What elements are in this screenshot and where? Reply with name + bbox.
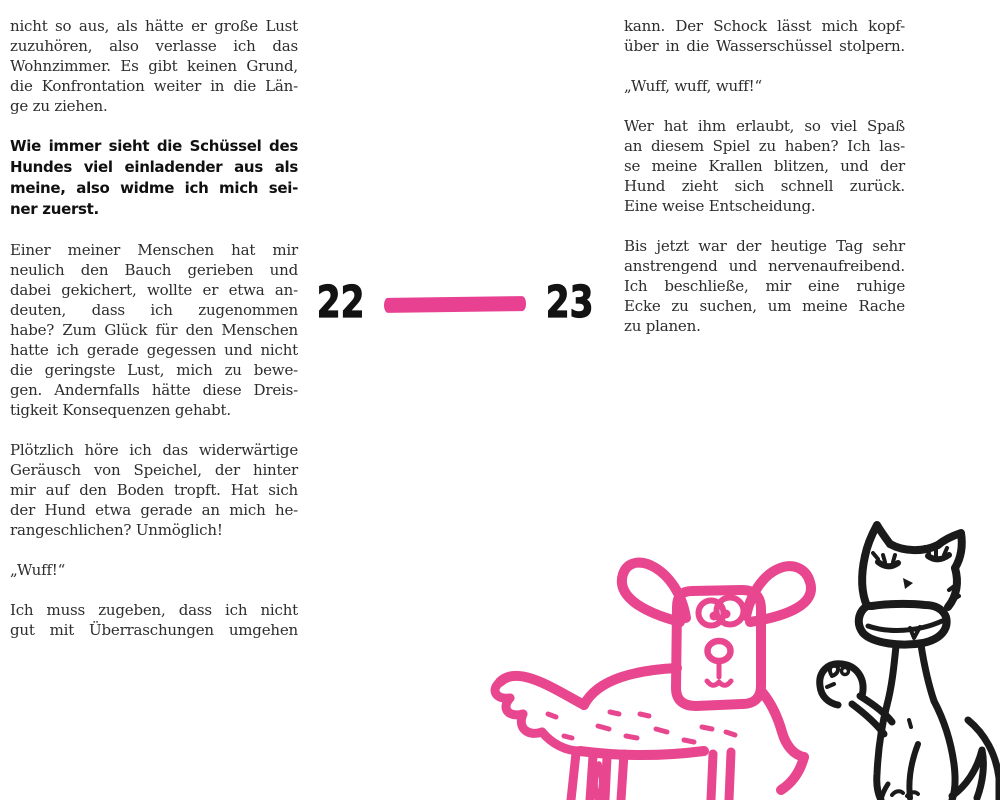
cat-illustration	[820, 525, 999, 800]
text-line: se meine Krallen blitzen, und der	[624, 157, 905, 175]
text-line: zu planen.	[624, 317, 701, 335]
text-line: „Wuff, wuff, wuff!“	[624, 77, 762, 95]
text-line: der Hund etwa gerade an mich he-	[10, 501, 298, 519]
text-line: an diesem Spiel zu haben? Ich las-	[624, 137, 905, 155]
text-line: die Konfrontation weiter in die Län-	[10, 77, 298, 95]
paragraph	[624, 16, 905, 56]
text-line: zuzuhören, also verlasse ich das	[10, 37, 298, 55]
text-line: ner zuerst.	[10, 200, 99, 218]
paragraph	[10, 440, 298, 540]
text-line: kann. Der Schock lässt mich kopf-	[624, 17, 905, 35]
text-line: Wohnzimmer. Es gibt keinen Grund,	[10, 57, 298, 75]
paragraph	[624, 76, 905, 96]
text-line: hatte ich gerade gegessen und nicht	[10, 341, 298, 359]
pagination	[310, 277, 600, 328]
page-number-left: 22	[316, 277, 365, 328]
text-line: Hundes viel einladender aus als	[10, 158, 298, 176]
page-brush-divider	[384, 296, 526, 313]
text-line: neulich den Bauch gerieben und	[10, 261, 298, 279]
text-line: Geräusch von Speichel, der hinter	[10, 461, 298, 479]
text-line: Bis jetzt war der heutige Tag sehr	[624, 237, 905, 255]
text-line: gut mit Überraschungen umgehen	[10, 621, 298, 639]
page-number-right: 23	[545, 277, 594, 328]
text-line: meine, also widme ich mich sei-	[10, 179, 298, 197]
dog-fur-dashes	[548, 712, 735, 742]
paragraph	[10, 600, 298, 640]
text-line: gen. Andernfalls hätte diese Dreis-	[10, 381, 298, 399]
text-line: Wie immer sieht die Schüssel des	[10, 137, 298, 155]
text-line: über in die Wasserschüssel stolpern.	[624, 37, 905, 55]
text-line: Einer meiner Menschen hat mir	[10, 241, 298, 259]
illustrations-canvas	[480, 500, 1000, 800]
text-line: habe? Zum Glück für den Menschen	[10, 321, 298, 339]
paragraph	[10, 560, 298, 580]
text-line: Eine weise Entscheidung.	[624, 197, 816, 215]
text-line: Wer hat ihm erlaubt, so viel Spaß	[624, 117, 905, 135]
text-line: die geringste Lust, mich zu bewe-	[10, 361, 298, 379]
paragraph	[10, 16, 298, 116]
text-line: rangeschlichen? Unmöglich!	[10, 521, 223, 539]
paragraph	[624, 116, 905, 216]
text-line: Ich beschließe, mir eine ruhige	[624, 277, 905, 295]
paragraph	[10, 136, 298, 220]
text-line: Plötzlich höre ich das widerwärtige	[10, 441, 298, 459]
text-line: nicht so aus, als hätte er große Lust	[10, 17, 298, 35]
left-page-text-column	[10, 16, 298, 660]
paragraph	[10, 240, 298, 420]
text-line: ge zu ziehen.	[10, 97, 108, 115]
text-line: Ich muss zugeben, dass ich nicht	[10, 601, 298, 619]
right-page-text-column	[624, 16, 905, 356]
text-line: „Wuff!“	[10, 561, 66, 579]
text-line: anstrengend und nervenaufreibend.	[624, 257, 905, 275]
text-line: mir auf den Boden tropft. Hat sich	[10, 481, 298, 499]
dog-illustration	[495, 563, 811, 800]
text-line: Hund zieht sich schnell zurück.	[624, 177, 905, 195]
text-line: tigkeit Konsequenzen gehabt.	[10, 401, 231, 419]
text-line: deuten, dass ich zugenommen	[10, 301, 298, 319]
paragraph	[624, 236, 905, 336]
text-line: dabei gekichert, wollte er etwa an-	[10, 281, 298, 299]
text-line: Ecke zu suchen, um meine Rache	[624, 297, 905, 315]
